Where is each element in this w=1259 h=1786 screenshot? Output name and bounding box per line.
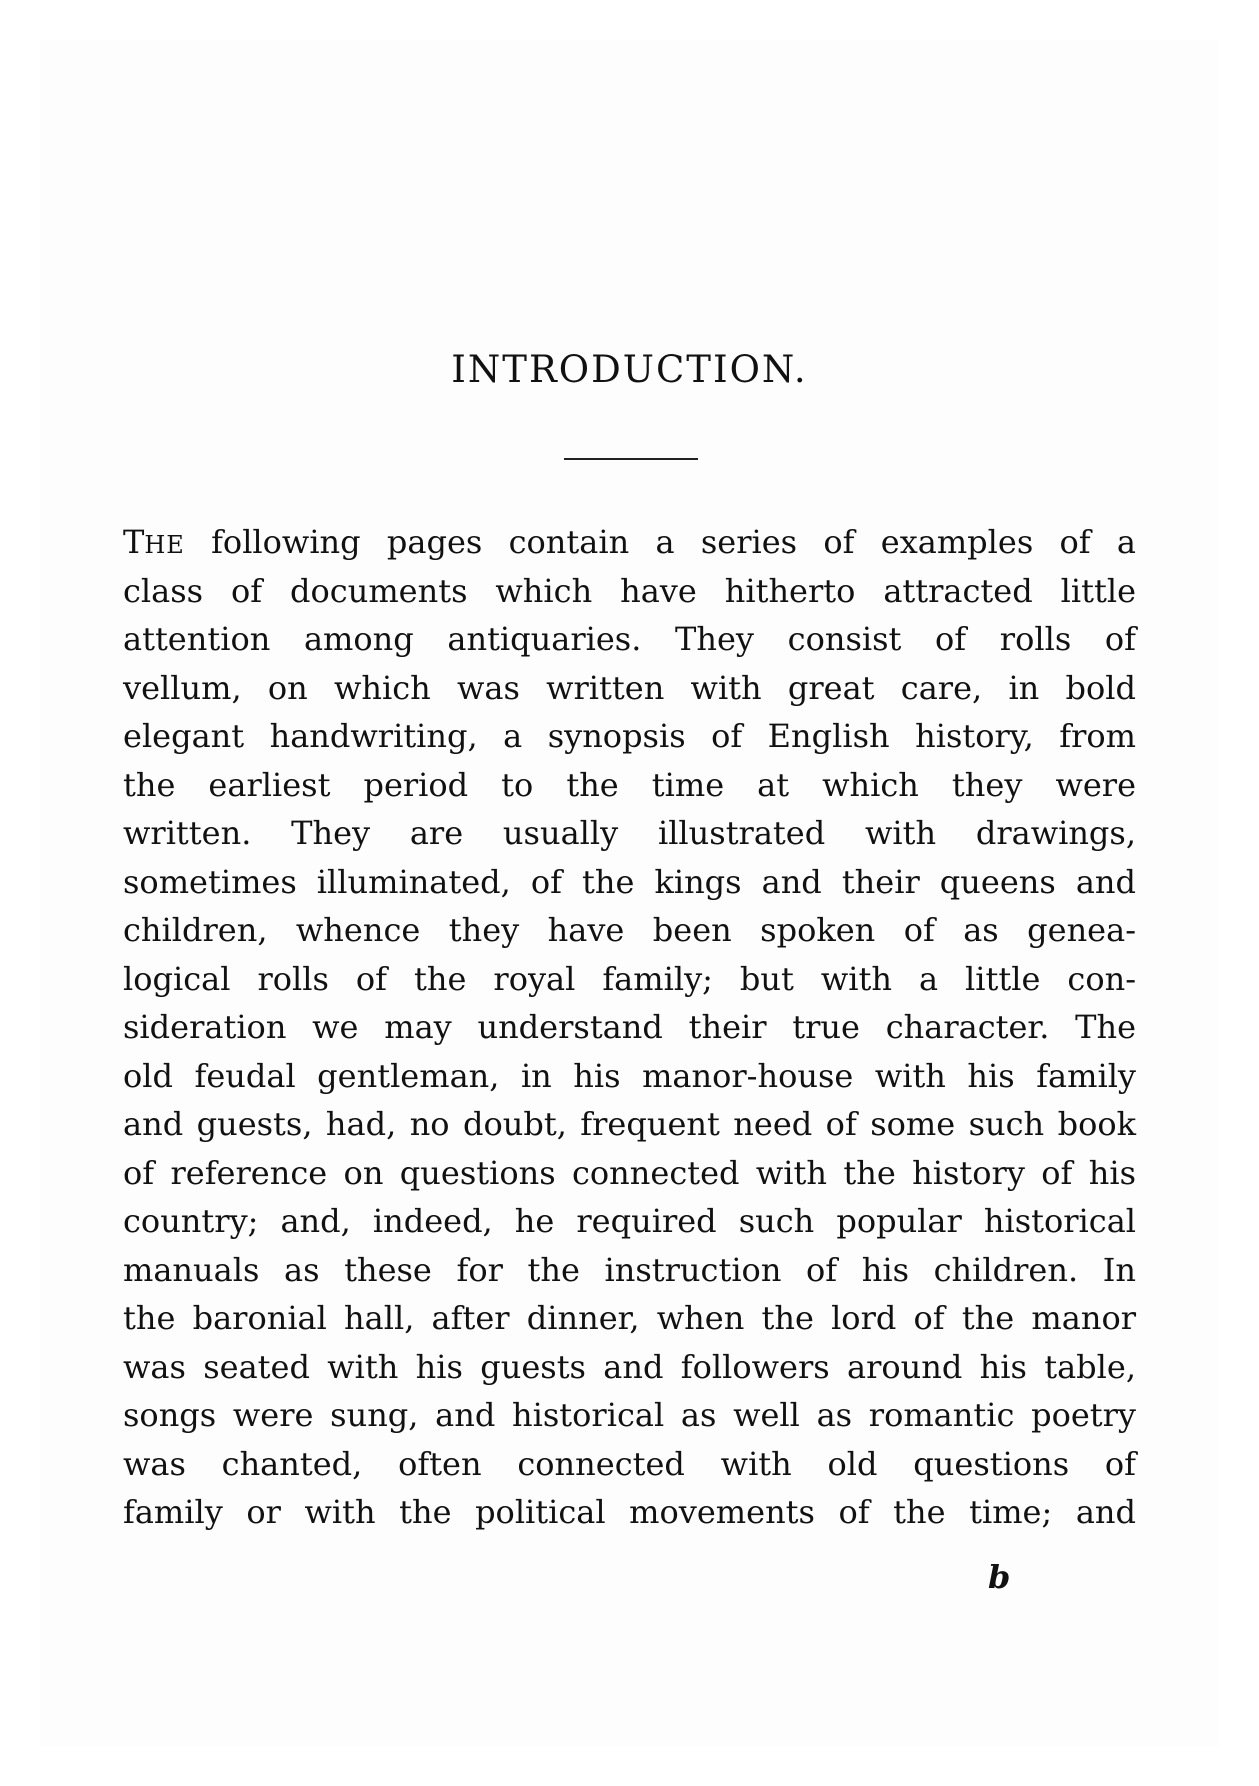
drop-word-rest: HE [144,531,185,559]
text-line: the earliest period to the time at which they were [123,765,1136,804]
text-line: family or with the political movements of the time; and [123,1493,1136,1531]
page-title: INTRODUCTION. [451,348,808,391]
text-line: songs were sung, and historical as well as romantic poetry [123,1396,1136,1434]
text-line: old feudal gentleman, in his manor-house with his family [123,1056,1136,1095]
text-line: written. They are usually illustrated with drawings, [123,814,1136,852]
text-line: sometimes illuminated, of the kings and their queens and [123,862,1136,901]
introduction-text [123,518,1136,1537]
text-line: country; and, indeed, he required such popular historical [123,1202,1136,1240]
text-line: manuals as these for the instruction of his children. In [123,1250,1136,1289]
text-line: class of documents which have hitherto attracted little [123,571,1136,610]
line-text: following pages contain a series of examples of a [184,523,1136,561]
text-line: attention among antiquaries. They consist of rolls of [123,620,1136,658]
signature-mark: b [988,1558,1011,1596]
text-line: was seated with his guests and followers around his table, [123,1347,1136,1386]
drop-word-initial: T [123,523,145,561]
text-line: vellum, on which was written with great care, in bold [123,668,1136,707]
text-line: sideration we may understand their true character. The [123,1008,1136,1046]
text-line [123,518,1136,567]
text-line: the baronial hall, after dinner, when the lord of the manor [123,1299,1136,1337]
text-line: and guests, had, no doubt, frequent need of some such book [123,1105,1136,1143]
title-divider [564,458,698,460]
text-line: logical rolls of the royal family; but with a little con- [123,959,1136,998]
text-line: children, whence they have been spoken of as genea- [123,911,1136,949]
text-line: of reference on questions connected with the history of his [123,1153,1136,1192]
text-line: was chanted, often connected with old questions of [123,1444,1136,1483]
text-line: elegant handwriting, a synopsis of English history, from [123,717,1136,755]
